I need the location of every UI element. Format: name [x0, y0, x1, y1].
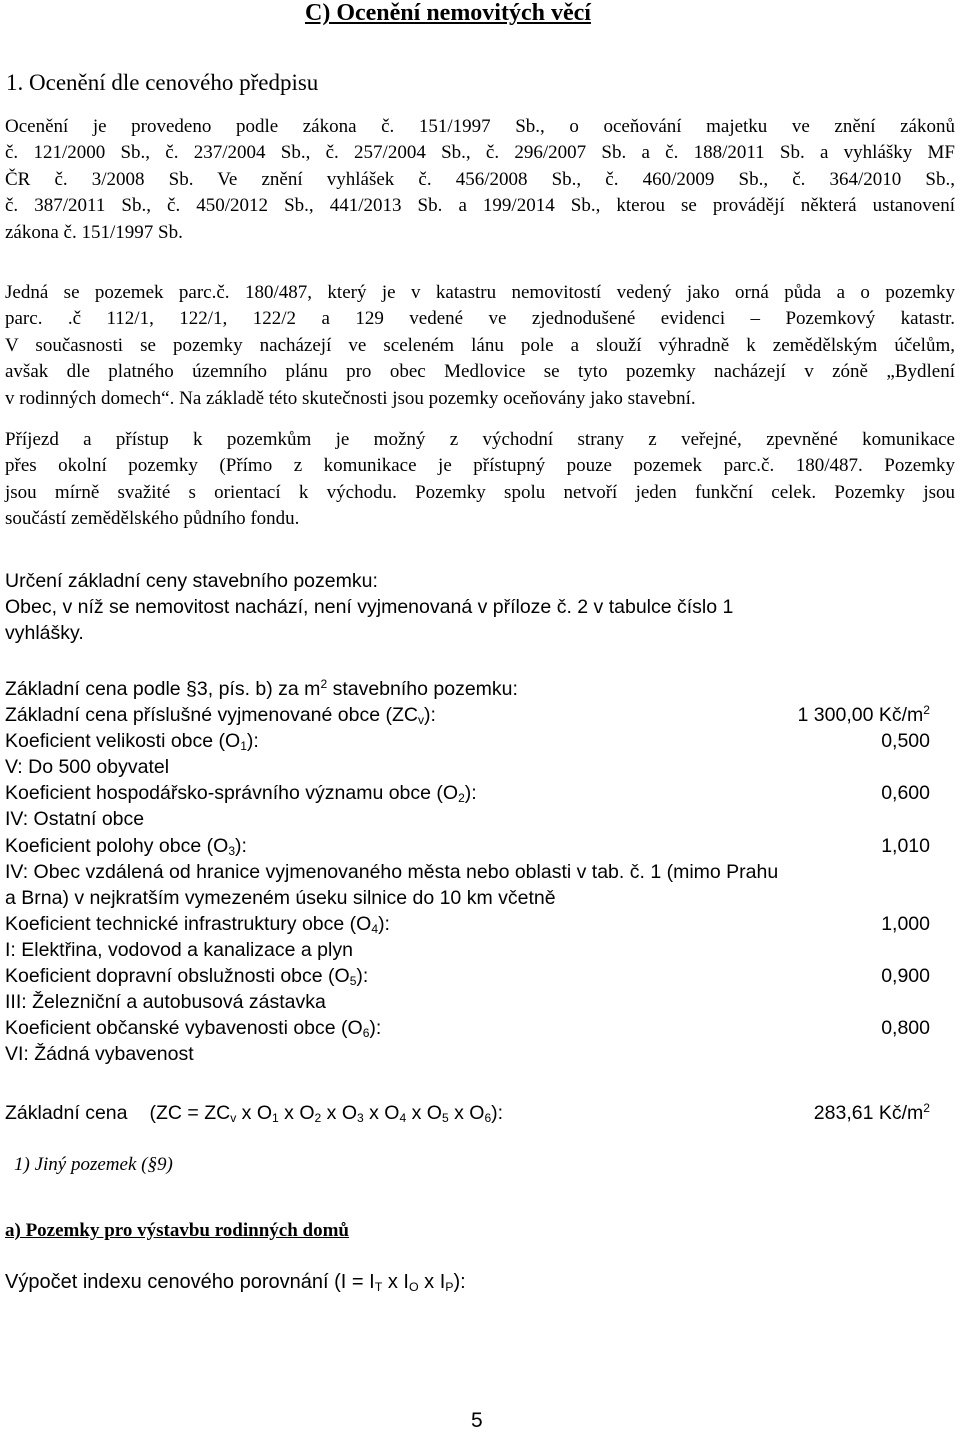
location-line: Obec, v níž se nemovitost nachází, není vyjmenovaná v příloze č. 2 v tabulce číslo 1: [5, 596, 734, 619]
coef-note: V: Do 500 obyvatel: [5, 756, 170, 779]
coef-note: IV: Ostatní obce: [5, 808, 145, 831]
subsection-other-land: 1) Jiný pozemek (§9): [14, 1154, 173, 1175]
base-price-label: Základní cena podle §3, pís. b) za $m^2$ stavebního pozemku:: [5, 676, 518, 700]
coefficient-table: [5, 676, 930, 1067]
coef-row-o3: Koeficient polohy obce $(O_3)$: 1,010: [5, 834, 930, 858]
coef-row-o6: Koeficient občanské vybavenosti obce $(O_6)$: 0,800: [5, 1017, 930, 1041]
coef-row-o1: Koeficient velikosti obce $(O_1)$: 0,500: [5, 730, 930, 754]
base-price-heading: Určení základní ceny stavebního pozemku:: [5, 570, 378, 592]
coef-value: 0,900: [881, 965, 930, 988]
coef-note: III: Železniční a autobusová zástavka: [5, 991, 326, 1014]
coef-value: 1,010: [881, 834, 930, 857]
access-paragraph: [5, 427, 955, 533]
text-line: ČR č. 3/2008 Sb. Ve znění vyhlášek č. 456/2008 Sb., č. 460/2009 Sb., č. 364/2010 Sb.,: [5, 168, 955, 190]
text-line: Jedná se pozemek parc.č. 180/487, který je v katastru nemovitostí vedený jako orná půda a o pozemky: [5, 282, 955, 303]
subsection-family-houses: a) Pozemky pro výstavbu rodinných domů: [5, 1220, 349, 1241]
result-row: Základní cena ($ZC = ZC_v$ x $O_1$ x $O_2$ x $O_3$ x $O_4$ x $O_5$ x $O_6$): 283,61 $Kč/m^2$: [5, 1100, 930, 1126]
section-heading: 1. Ocenění dle cenového předpisu: [6, 70, 319, 95]
text-line: přes okolní pozemky (Přímo z komunikace je přístupný pouze pozemek parc.č. 180/487. Pozemky: [5, 455, 955, 477]
index-formula: Výpočet indexu cenového porovnání ($I = I_T$ x $I_O$ x $I_P$):: [5, 1271, 466, 1295]
text-line: V současnosti se pozemky nacházejí ve sceleném lánu pole a slouží výhradně k zemědělským účelům,: [5, 334, 955, 356]
coef-row-o4: Koeficient technické infrastruktury obce $(O_4)$: 1,000: [5, 912, 930, 936]
coef-value: 1 300,00 $Kč/m^2$: [797, 702, 930, 727]
page-number: 5: [471, 1409, 483, 1432]
coef-note: IV: Obec vzdálená od hranice vyjmenovaného města nebo oblasti v tab. č. 1 (mimo Prahu: [5, 860, 779, 883]
text-line: zákona č. 151/1997 Sb.: [5, 221, 183, 243]
document-title: C) Ocenění nemovitých věcí: [305, 0, 591, 26]
base-price-intro: [5, 568, 930, 646]
coef-value: 0,600: [881, 782, 930, 805]
coef-note: I: Elektřina, vodovod a kanalizace a plyn: [5, 938, 353, 961]
text-line: v rodinných domech“. Na základě této skutečnosti jsou pozemky oceňovány jako stavební.: [5, 387, 696, 409]
coef-value: 0,500: [881, 730, 930, 753]
location-line: vyhlášky.: [5, 622, 84, 645]
text-line: č. 121/2000 Sb., č. 237/2004 Sb., č. 257/2004 Sb., č. 296/2007 Sb. a č. 188/2011 Sb. a vyhlášky MF: [5, 142, 955, 164]
coef-row-o5: Koeficient dopravní obslužnosti obce $(O_5)$: 0,900: [5, 965, 930, 989]
coef-note: a Brna) v nejkratším vymezeném úseku silnice do 10 km včetně: [5, 886, 556, 909]
result-value: 283,61 $Kč/m^2$: [813, 1100, 930, 1124]
coef-row-o2: Koeficient hospodářsko-správního významu obce $(O_2)$: 0,600: [5, 782, 930, 806]
base-price-result: [5, 1100, 930, 1126]
land-paragraph: [5, 280, 955, 412]
text-line: avšak dle platného územního plánu pro obec Medlovice se tyto pozemky nacházejí v zóně „Bydlení: [5, 361, 955, 383]
text-line: součástí zemědělského půdního fondu.: [5, 508, 300, 530]
result-label: Základní cena: [5, 1102, 128, 1124]
intro-paragraph: [5, 114, 955, 246]
text-line: parc. .č 112/1, 122/1, 122/2 a 129 vedené ve zjednodušené evidenci – Pozemkový katastr.: [5, 308, 955, 330]
coef-value: 0,800: [881, 1017, 930, 1040]
text-line: Příjezd a přístup k pozemkům je možný z východní strany z veřejné, zpevněné komunikace: [5, 429, 955, 450]
coef-note: VI: Žádná vybavenost: [5, 1043, 194, 1066]
text-line: jsou mírně svažité s orientací k východu. Pozemky spolu netvoří jeden funkční celek. Pozemky jsou: [5, 481, 955, 503]
text-line: č. 387/2011 Sb., č. 450/2012 Sb., 441/2013 Sb. a 199/2014 Sb., kterou se provádějí některá ustanovení: [5, 195, 955, 217]
coef-row-zc: Základní cena příslušné vyjmenované obce $(ZC_v)$: 1 300,00 $Kč/m^2$: [5, 702, 930, 728]
text-line: Ocenění je provedeno podle zákona č. 151/1997 Sb., o oceňování majetku ve znění zákonů: [5, 116, 955, 137]
coef-value: 1,000: [881, 912, 930, 935]
